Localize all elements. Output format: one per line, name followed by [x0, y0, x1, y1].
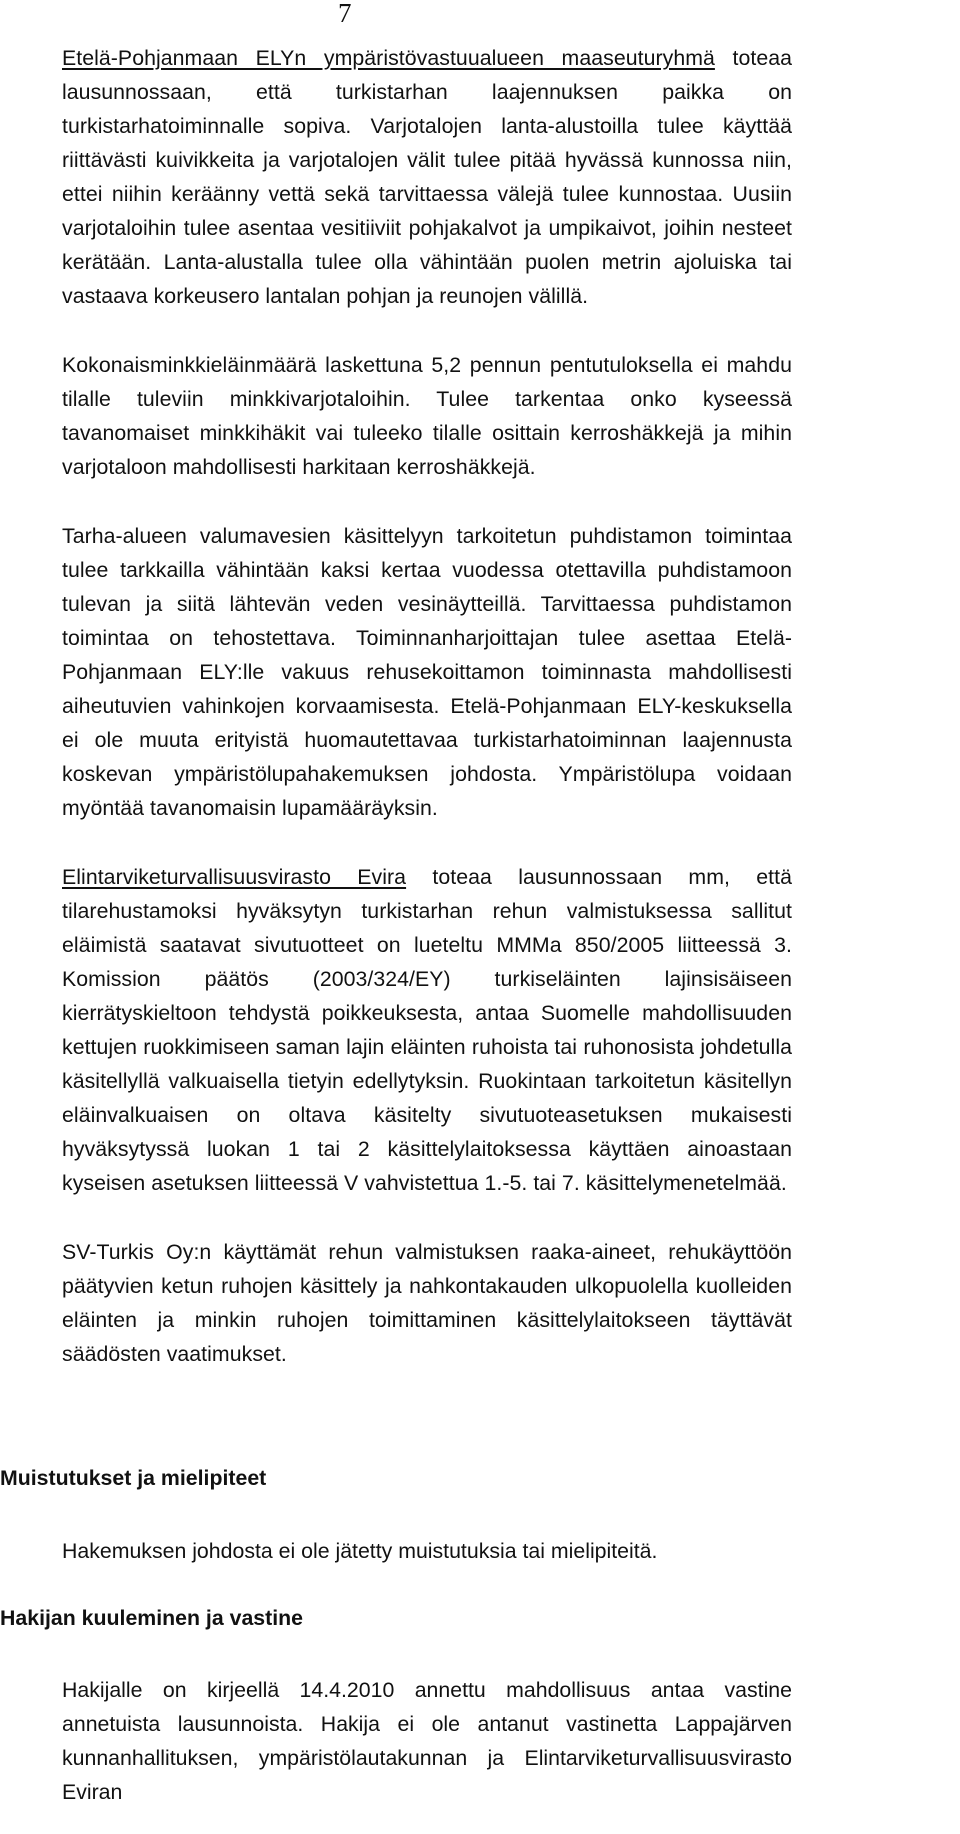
- evira-reference: Elintarviketurvallisuusvirasto Evira: [62, 865, 407, 889]
- paragraph-minkkielainmaara: Kokonaisminkkieläinmäärä laskettuna 5,2 pennun pentutuloksella ei mahdu tilalle tuleviin minkkivarjotaloihin. Tulee tarkentaa onko kyseessä tavanomaiset minkkihäkit vai tuleeko tilalle osittain kerroshäkkejä ja mihin varjotaloon mahdollisesti harkitaan kerroshäkkejä.: [62, 353, 792, 479]
- document-body: [62, 41, 792, 1371]
- paragraph-kuuleminen: Hakijalle on kirjeellä 14.4.2010 annettu mahdollisuus antaa vastine annetuista lausunnoista. Hakija ei ole antanut vastinetta Lappajärven kunnanhallituksen, ympäristölautakunnan ja Elintarviketurvallisuusvirasto Eviran: [62, 1678, 792, 1804]
- paragraph-text: toteaa lausunnossaan, että turkistarhan laajennuksen paikka on turkistarhatoiminnalle sopiva. Varjotalojen lanta-alustoilla tulee käyttää riittävästi kuivikkeita ja varjotalojen välit tulee pitää hyvässä kunnossa niin, ettei niihin keräänny vettä sekä tarvittaessa välejä tulee kunnostaa. Uusiin varjotaloihin tulee asentaa vesitiiviit pohjakalvot ja umpikaivot, joihin nesteet kerätään. Lanta-alustalla tulee olla vähintään puolen metrin ajoluiska tai vastaava korkeusero lantalan pohjan ja reunojen välillä.: [62, 46, 793, 308]
- heading-muistutukset: Muistutukset ja mielipiteet: [0, 1466, 267, 1490]
- paragraph-muistutukset: Hakemuksen johdosta ei ole jätetty muistutuksia tai mielipiteitä.: [62, 1539, 658, 1563]
- page-number: 7: [338, 0, 352, 28]
- heading-kuuleminen: Hakijan kuuleminen ja vastine: [0, 1606, 304, 1630]
- paragraph-puhdistamo: Tarha-alueen valumavesien käsittelyyn tarkoitetun puhdistamon toimintaa tulee tarkkailla vähintään kaksi kertaa vuodessa otettavilla puhdistamoon tulevan ja siitä lähtevän veden vesinäytteillä. Tarvittaessa puhdistamon toimintaa on tehostettava. Toiminnanharjoittajan tulee asettaa Etelä-Pohjanmaan ELY:lle vakuus rehusekoittamon toiminnasta mahdollisesti aiheutuvien vahinkojen korvaamisesta. Etelä-Pohjanmaan ELY-keskuksella ei ole muuta erityistä huomautettavaa turkistarhatoiminnan laajennusta koskevan ympäristölupahakemuksen johdosta. Ympäristölupa voidaan myöntää tavanomaisin lupamääräyksin.: [62, 524, 792, 820]
- paragraph-evira: [62, 860, 792, 1200]
- paragraph-sv-turkis: SV-Turkis Oy:n käyttämät rehun valmistuksen raaka-aineet, rehukäyttöön päätyvien ketun ruhojen käsittely ja nahkontakauden ulkopuolella kuolleiden eläinten ja minkin ruhojen toimittaminen käsittelylaitokseen täyttävät säädösten vaatimukset.: [62, 1240, 792, 1366]
- paragraph-ely-maaseuturyhma: [62, 41, 792, 313]
- paragraph-text: toteaa lausunnossaan mm, että tilarehustamoksi hyväksytyn turkistarhan rehun valmistuksessa sallitut eläimistä saatavat sivutuotteet on lueteltu MMMa 850/2005 liitteessä 3. Komission päätös (2003/324/EY) turkiseläinten lajinsisäiseen kierrätyskieltoon tehdystä poikkeuksesta, antaa Suomelle mahdollisuuden kettujen ruokkimiseen saman lajin eläinten ruhoista tai ruhonosista johdetulla käsitellyllä valkuaisella tietyin edellytyksin. Ruokintaan tarkoitetun käsitellyn eläinvalkuaisen on oltava käsitelty sivutuoteasetuksen mukaisesti hyväksytyssä luokan 1 tai 2 käsittelylaitoksessa käyttäen ainoastaan kyseisen asetuksen liitteessä V vahvistettua 1.-5. tai 7. käsittelymenetelmää.: [62, 865, 793, 1195]
- ely-maaseuturyhma-reference: Etelä-Pohjanmaan ELYn ympäristövastuualueen maaseuturyhmä: [62, 46, 715, 70]
